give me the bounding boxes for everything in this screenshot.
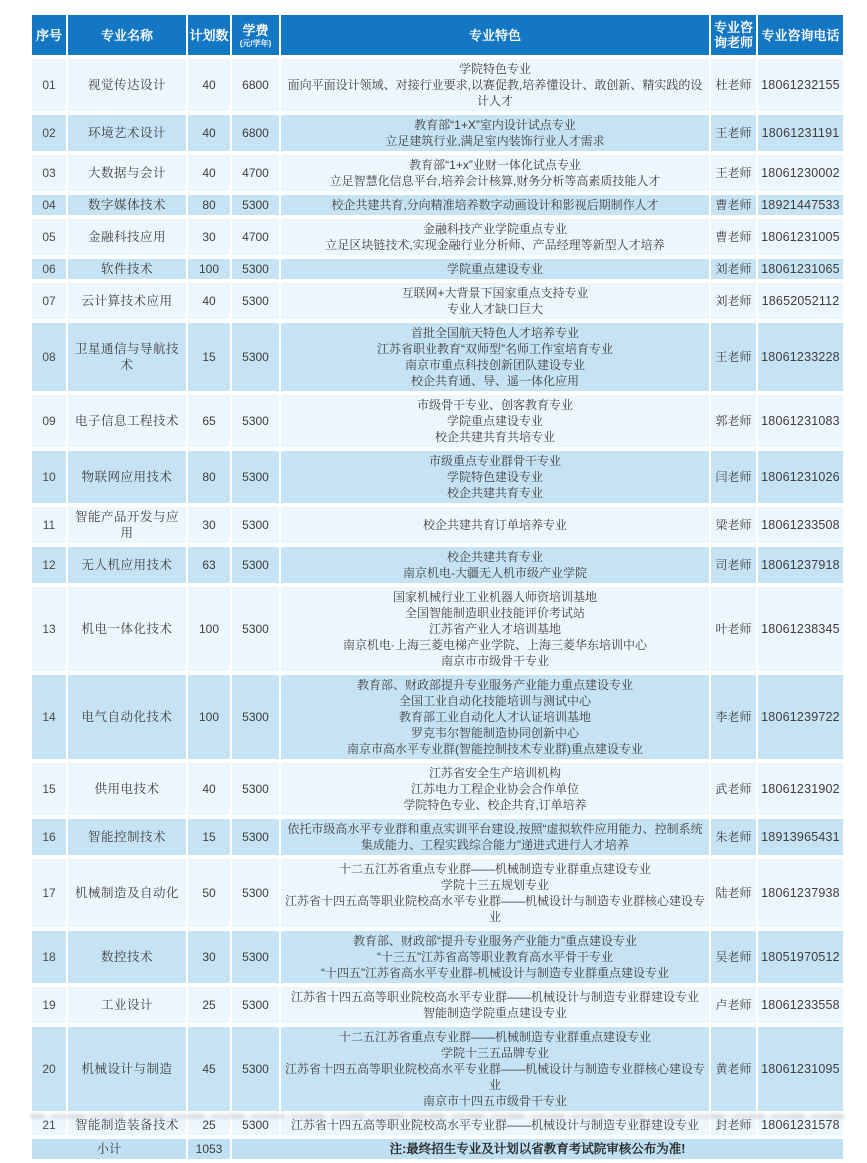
row-number: 02 (32, 115, 66, 151)
header-cell-plan: 计划数 (188, 15, 230, 55)
row-number: 17 (32, 859, 66, 927)
fee-label: 学费 (242, 22, 269, 38)
row-number: 10 (32, 451, 66, 503)
feature-line: 校企共育通、导、遥一体化应用 (410, 374, 579, 388)
feature-list (281, 987, 709, 1023)
feature-line: 校企共建共育共培专业 (434, 430, 555, 444)
major-name: 机械设计与制造 (68, 1027, 186, 1111)
table-row (32, 259, 843, 279)
plan-count: 25 (188, 1115, 230, 1135)
table-row (32, 859, 843, 927)
row-number: 14 (32, 675, 66, 759)
teacher-name: 吴老师 (711, 931, 756, 983)
row-number: 21 (32, 1115, 66, 1135)
tuition-fee: 5300 (232, 931, 279, 983)
tuition-fee: 5300 (232, 859, 279, 927)
feature-list (281, 819, 709, 855)
row-number: 08 (32, 323, 66, 391)
major-name: 机电一体化技术 (68, 587, 186, 671)
row-number: 16 (32, 819, 66, 855)
feature-line: 校企共建共育,分向精准培养数字动画设计和影视后期制作人才 (331, 198, 659, 212)
plan-count: 40 (188, 763, 230, 815)
phone-number: 18652052112 (758, 283, 843, 319)
major-name: 智能产品开发与应用 (68, 507, 186, 543)
phone-number: 18061231095 (758, 1027, 843, 1111)
plan-count: 15 (188, 323, 230, 391)
major-name: 智能制造装备技术 (68, 1115, 186, 1135)
table-row (32, 675, 843, 759)
feature-line: 南京市市级骨干专业 (440, 654, 549, 668)
feature-line: 立足建筑行业,满足室内装饰行业人才需求 (385, 134, 605, 148)
table-header (32, 15, 843, 55)
feature-line: 金融科技产业学院重点专业 (422, 222, 567, 236)
plan-count: 40 (188, 115, 230, 151)
row-number: 12 (32, 547, 66, 583)
feature-list (281, 395, 709, 447)
teacher-name: 武老师 (711, 763, 756, 815)
table-row (32, 1027, 843, 1111)
teacher-name: 王老师 (711, 155, 756, 191)
plan-count: 80 (188, 195, 230, 215)
major-name: 机械制造及自动化 (68, 859, 186, 927)
feature-line: 江苏省十四五高等职业院校高水平专业群——机械设计与制造专业群建设专业 (290, 990, 699, 1004)
plan-count: 40 (188, 283, 230, 319)
table-row (32, 987, 843, 1023)
phone-number: 18061233228 (758, 323, 843, 391)
feature-line: 学院重点建设专业 (446, 262, 543, 276)
table-row (32, 59, 843, 111)
feature-list (281, 259, 709, 279)
row-number: 18 (32, 931, 66, 983)
plan-count: 65 (188, 395, 230, 447)
phone-number: 18061231902 (758, 763, 843, 815)
phone-number: 18921447533 (758, 195, 843, 215)
feature-line: 教育部“1+X”室内设计试点专业 (414, 118, 576, 132)
header-cell-phone: 专业咨询电话 (758, 15, 843, 55)
feature-list (281, 451, 709, 503)
header-cell-fee (232, 15, 279, 55)
teacher-name: 封老师 (711, 1115, 756, 1135)
feature-line: “十三五”江苏省高等职业教育高水平骨干专业 (377, 950, 613, 964)
feature-list (281, 59, 709, 111)
teacher-name: 李老师 (711, 675, 756, 759)
tuition-fee: 5300 (232, 507, 279, 543)
feature-line: 全国工业自动化技能培训与测试中心 (398, 694, 591, 708)
feature-line: 江苏省十四五高等职业院校高水平专业群——机械设计与制造专业群核心建设专业 (284, 1062, 705, 1092)
feature-line: 学院特色专业、校企共育,订单培养 (403, 798, 587, 812)
teacher-name: 叶老师 (711, 587, 756, 671)
feature-line: 教育部“1+x”业财一体化试点专业 (409, 158, 581, 172)
feature-list (281, 507, 709, 543)
feature-line: 十二五江苏省重点专业群——机械制造专业群重点建设专业 (338, 1030, 651, 1044)
plan-count: 63 (188, 547, 230, 583)
row-number: 01 (32, 59, 66, 111)
plan-count: 50 (188, 859, 230, 927)
major-name: 环境艺术设计 (68, 115, 186, 151)
feature-line: 江苏电力工程企业协会合作单位 (410, 782, 579, 796)
phone-number: 18061233558 (758, 987, 843, 1023)
tuition-fee: 5300 (232, 451, 279, 503)
table-row (32, 507, 843, 543)
feature-line: 学院特色建设专业 (446, 470, 543, 484)
major-name: 智能控制技术 (68, 819, 186, 855)
phone-number: 18061231083 (758, 395, 843, 447)
plan-count: 25 (188, 987, 230, 1023)
plan-count: 40 (188, 155, 230, 191)
feature-list (281, 859, 709, 927)
row-number: 09 (32, 395, 66, 447)
table-row (32, 195, 843, 215)
teacher-name: 卢老师 (711, 987, 756, 1023)
tuition-fee: 5300 (232, 1115, 279, 1135)
row-number: 19 (32, 987, 66, 1023)
feature-line: 智能制造学院重点建设专业 (422, 1006, 567, 1020)
feature-line: 立足智慧化信息平台,培养会计核算,财务分析等高素质技能人才 (329, 174, 661, 188)
header-cell-no: 序号 (32, 15, 66, 55)
header-row (32, 15, 843, 55)
major-name: 供用电技术 (68, 763, 186, 815)
tuition-fee: 5300 (232, 283, 279, 319)
plan-count: 30 (188, 507, 230, 543)
feature-list (281, 323, 709, 391)
plan-count: 100 (188, 587, 230, 671)
major-name: 物联网应用技术 (68, 451, 186, 503)
subtotal-row (32, 1139, 843, 1159)
phone-number: 18061239722 (758, 675, 843, 759)
tuition-fee: 5300 (232, 395, 279, 447)
feature-line: 国家机械行业工业机器人师资培训基地 (392, 590, 597, 604)
row-number: 03 (32, 155, 66, 191)
tuition-fee: 4700 (232, 219, 279, 255)
feature-line: 面向平面设计领域、对接行业要求,以赛促教,培养懂设计、敢创新、精实践的设计人才 (287, 78, 703, 108)
phone-number: 18061233508 (758, 507, 843, 543)
plan-count: 45 (188, 1027, 230, 1111)
feature-line: 教育部、财政部“提升专业服务产业能力”重点建设专业 (353, 934, 637, 948)
fee-unit-label: (元/学年) (239, 38, 272, 48)
feature-line: 校企共建共育订单培养专业 (422, 518, 567, 532)
feature-line: 学院重点建设专业 (446, 414, 543, 428)
teacher-name: 朱老师 (711, 819, 756, 855)
feature-line: 南京市十四五市级骨干专业 (422, 1094, 567, 1108)
feature-line: 市级骨干专业、创客教育专业 (416, 398, 573, 412)
feature-list (281, 1027, 709, 1111)
subtotal-plan-count: 1053 (188, 1139, 230, 1159)
feature-list (281, 763, 709, 815)
feature-line: 罗克韦尔智能制造协同创新中心 (410, 726, 579, 740)
plan-count: 30 (188, 219, 230, 255)
table-row (32, 283, 843, 319)
feature-line: 南京市高水平专业群(智能控制技术专业群)重点建设专业 (347, 742, 643, 756)
row-number: 20 (32, 1027, 66, 1111)
feature-line: 学院十三五规划专业 (440, 878, 549, 892)
plan-count: 15 (188, 819, 230, 855)
feature-list (281, 115, 709, 151)
table-row (32, 763, 843, 815)
table-row (32, 587, 843, 671)
major-name: 大数据与会计 (68, 155, 186, 191)
table-body (32, 59, 843, 1159)
phone-number: 18061237938 (758, 859, 843, 927)
tuition-fee: 5300 (232, 195, 279, 215)
tuition-fee: 5300 (232, 259, 279, 279)
teacher-name: 曹老师 (711, 219, 756, 255)
phone-number: 18913965431 (758, 819, 843, 855)
feature-list (281, 547, 709, 583)
feature-line: 江苏省安全生产培训机构 (428, 766, 561, 780)
phone-number: 18061237918 (758, 547, 843, 583)
teacher-name: 杜老师 (711, 59, 756, 111)
feature-line: 全国智能制造职业技能评价考试站 (404, 606, 585, 620)
feature-line: 专业人才缺口巨大 (446, 302, 543, 316)
feature-line: 江苏省十四五高等职业院校高水平专业群——机械设计与制造专业群建设专业 (290, 1118, 699, 1132)
feature-line: 江苏省十四五高等职业院校高水平专业群——机械设计与制造专业群核心建设专业 (284, 894, 705, 924)
tuition-fee: 4700 (232, 155, 279, 191)
table-row (32, 819, 843, 855)
phone-number: 18061232155 (758, 59, 843, 111)
subtotal-label: 小计 (32, 1139, 186, 1159)
feature-list (281, 587, 709, 671)
phone-number: 18061231026 (758, 451, 843, 503)
feature-line: 南京机电·上海三菱电梯产业学院、上海三菱华东培训中心 (343, 638, 647, 652)
feature-line: 校企共建共育专业 (446, 550, 543, 564)
footer-note: 注:最终招生专业及计划以省教育考试院审核公布为准! (232, 1139, 843, 1159)
teacher-name: 陆老师 (711, 859, 756, 927)
major-name: 电子信息工程技术 (68, 395, 186, 447)
major-name: 数字媒体技术 (68, 195, 186, 215)
header-cell-features: 专业特色 (281, 15, 709, 55)
plan-count: 80 (188, 451, 230, 503)
row-number: 13 (32, 587, 66, 671)
teacher-name: 黄老师 (711, 1027, 756, 1111)
major-name: 数控技术 (68, 931, 186, 983)
feature-line: 十二五江苏省重点专业群——机械制造专业群重点建设专业 (338, 862, 651, 876)
table-row (32, 115, 843, 151)
major-name: 云计算技术应用 (68, 283, 186, 319)
feature-line: 南京市重点科技创新团队建设专业 (404, 358, 585, 372)
table-row (32, 155, 843, 191)
phone-number: 18061238345 (758, 587, 843, 671)
feature-line: 学院十三五品牌专业 (440, 1046, 549, 1060)
tuition-fee: 5300 (232, 763, 279, 815)
row-number: 06 (32, 259, 66, 279)
table-row (32, 323, 843, 391)
tuition-fee: 5300 (232, 323, 279, 391)
header-cell-major: 专业名称 (68, 15, 186, 55)
feature-line: 教育部工业自动化人才认证培训基地 (398, 710, 591, 724)
teacher-name: 王老师 (711, 115, 756, 151)
teacher-name: 刘老师 (711, 259, 756, 279)
feature-line: 学院特色专业 (458, 62, 531, 76)
plan-count: 100 (188, 259, 230, 279)
teacher-name: 郭老师 (711, 395, 756, 447)
major-name: 软件技术 (68, 259, 186, 279)
teacher-name: 曹老师 (711, 195, 756, 215)
row-number: 07 (32, 283, 66, 319)
phone-number: 18061231065 (758, 259, 843, 279)
row-number: 05 (32, 219, 66, 255)
row-number: 04 (32, 195, 66, 215)
table-row (32, 451, 843, 503)
tuition-fee: 5300 (232, 587, 279, 671)
plan-count: 40 (188, 59, 230, 111)
feature-line: 教育部、财政部提升专业服务产业能力重点建设专业 (356, 678, 633, 692)
feature-line: 市级重点专业群骨干专业 (428, 454, 561, 468)
plan-count: 100 (188, 675, 230, 759)
major-name: 电气自动化技术 (68, 675, 186, 759)
feature-line: 立足区块链技术,实现金融行业分析师、产品经理等新型人才培养 (325, 238, 665, 252)
feature-list (281, 219, 709, 255)
feature-line: 江苏省产业人才培训基地 (428, 622, 561, 636)
teacher-name: 梁老师 (711, 507, 756, 543)
feature-line: 首批全国航天特色人才培养专业 (410, 326, 579, 340)
phone-number: 18061231578 (758, 1115, 843, 1135)
page-bottom-cutoff-artifact (30, 1113, 845, 1119)
major-name: 金融科技应用 (68, 219, 186, 255)
tuition-fee: 5300 (232, 987, 279, 1023)
major-name: 卫星通信与导航技术 (68, 323, 186, 391)
admissions-plan-table (30, 11, 845, 1163)
row-number: 11 (32, 507, 66, 543)
tuition-fee: 6800 (232, 115, 279, 151)
row-number: 15 (32, 763, 66, 815)
feature-list (281, 931, 709, 983)
feature-list (281, 675, 709, 759)
phone-number: 18061231005 (758, 219, 843, 255)
feature-line: 互联网+大背景下国家重点支持专业 (401, 286, 589, 300)
phone-number: 18061231191 (758, 115, 843, 151)
feature-list (281, 283, 709, 319)
feature-line: 江苏省职业教育“双师型”名师工作室培育专业 (377, 342, 613, 356)
teacher-name: 司老师 (711, 547, 756, 583)
table-row (32, 547, 843, 583)
tuition-fee: 5300 (232, 819, 279, 855)
feature-line: 校企共建共育专业 (446, 486, 543, 500)
feature-line: “十四五”江苏省高水平专业群-机械设计与制造专业群重点建设专业 (321, 966, 669, 980)
tuition-fee: 6800 (232, 59, 279, 111)
tuition-fee: 5300 (232, 1027, 279, 1111)
teacher-name: 王老师 (711, 323, 756, 391)
plan-count: 30 (188, 931, 230, 983)
feature-list (281, 195, 709, 215)
table-row (32, 931, 843, 983)
feature-line: 依托市级高水平专业群和重点实训平台建设,按照“虚拟软件应用能力、控制系统集成能力、工程实践综合能力”递进式进行人才培养 (287, 822, 703, 852)
table-row (32, 395, 843, 447)
table-row (32, 219, 843, 255)
major-name: 无人机应用技术 (68, 547, 186, 583)
phone-number: 18051970512 (758, 931, 843, 983)
tuition-fee: 5300 (232, 675, 279, 759)
tuition-fee: 5300 (232, 547, 279, 583)
feature-list (281, 155, 709, 191)
phone-number: 18061230002 (758, 155, 843, 191)
feature-line: 南京机电-大疆无人机市级产业学院 (403, 566, 587, 580)
major-name: 视觉传达设计 (68, 59, 186, 111)
header-cell-teacher: 专业咨询老师 (711, 15, 756, 55)
teacher-name: 闫老师 (711, 451, 756, 503)
major-name: 工业设计 (68, 987, 186, 1023)
teacher-name: 刘老师 (711, 283, 756, 319)
